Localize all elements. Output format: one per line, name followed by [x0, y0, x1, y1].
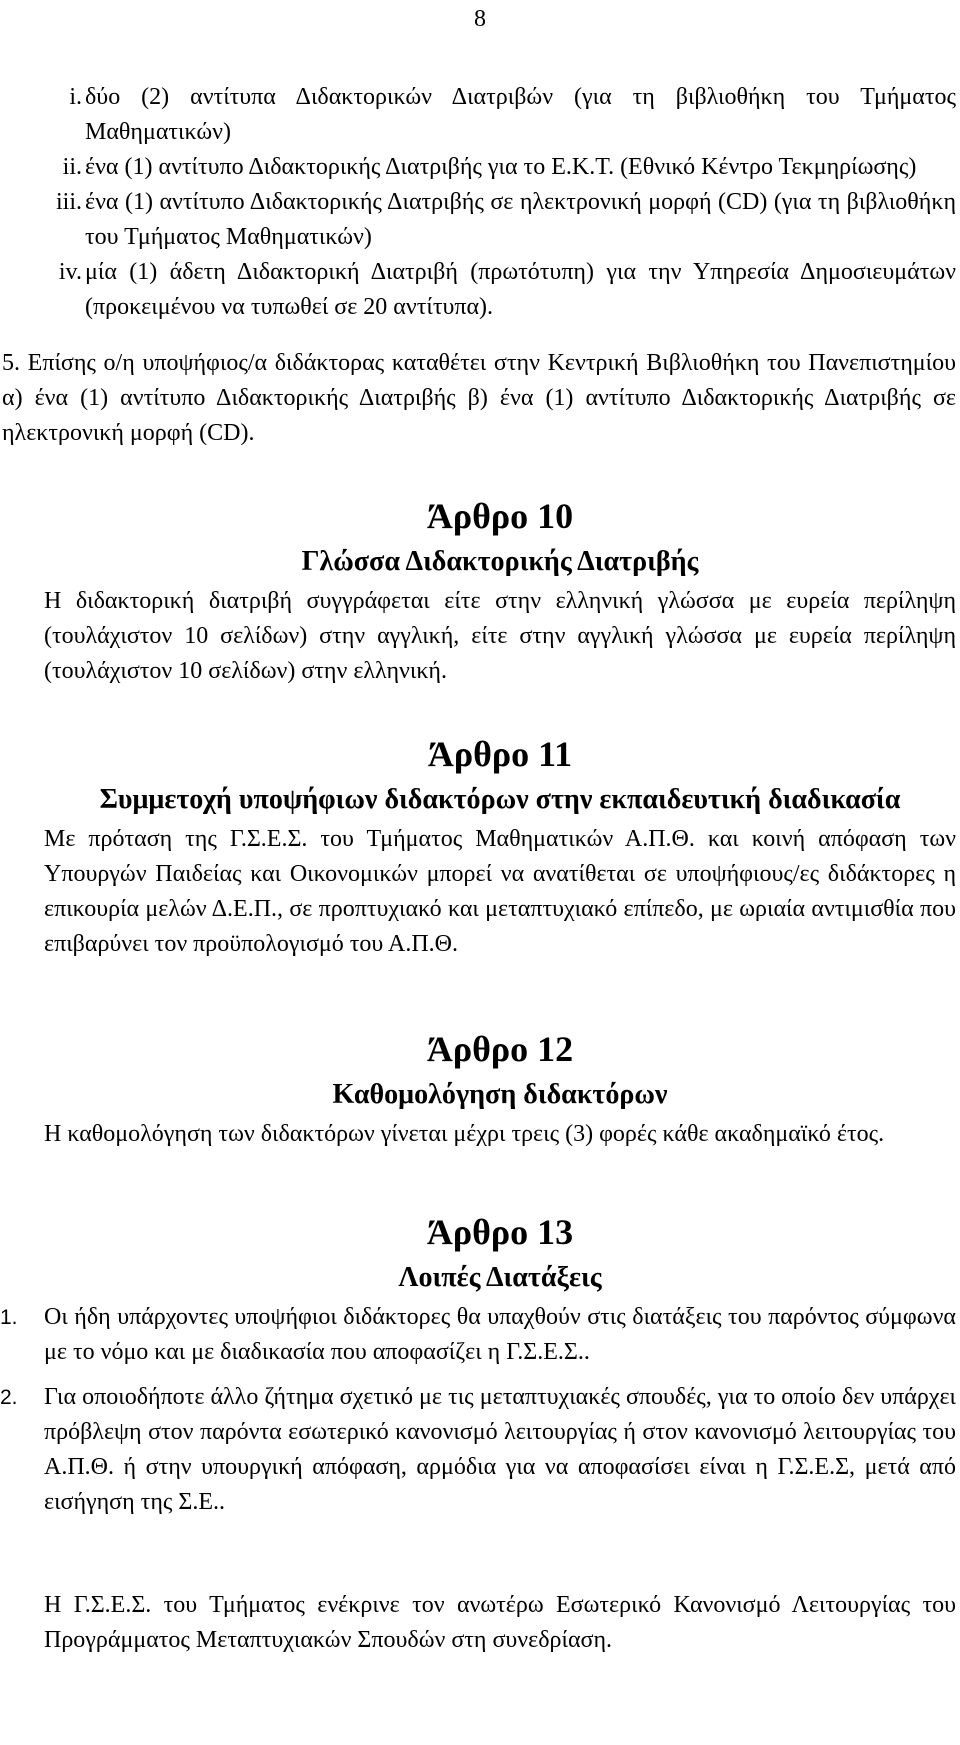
article-11-title: Συμμετοχή υποψήφιων διδακτόρων στην εκπαιδευτική διαδικασία [99, 784, 901, 815]
closing-statement: Η Γ.Σ.Ε.Σ. του Τμήματος ενέκρινε τον ανωτέρω Εσωτερικό Κανονισμό Λειτουργίας του Προγράμματος Μεταπτυχιακών Σπουδών στη συνεδρίαση. [44, 1592, 956, 1653]
list-marker: i. [69, 84, 82, 110]
list-item-text: ένα (1) αντίτυπο Διδακτορικής Διατριβής σε ηλεκτρονική μορφή (CD) (για τη βιβλιοθήκη του Τμήματος Μαθηματικών) [85, 189, 956, 250]
list-marker: 2. [0, 1386, 18, 1409]
list-item [44, 185, 956, 255]
article-12-title: Καθομολόγηση διδακτόρων [332, 1079, 668, 1110]
list-item [44, 150, 956, 185]
deposit-copies-list [44, 80, 956, 325]
list-item [0, 1380, 956, 1520]
list-item-text: ένα (1) αντίτυπο Διδακτορικής Διατριβής για το Ε.Κ.Τ. (Εθνικό Κέντρο Τεκμηρίωσης) [85, 154, 917, 180]
article-12-body: Η καθομολόγηση των διδακτόρων γίνεται μέχρι τρεις (3) φορές κάθε ακαδημαϊκό έτος. [44, 1121, 885, 1147]
article-13-number: Άρθρο 13 [426, 1212, 574, 1252]
paragraph-item-5: 5. Επίσης ο/η υποψήφιος/α διδάκτορας καταθέτει στην Κεντρική Βιβλιοθήκη του Πανεπιστημίου α) ένα (1) αντίτυπο Διδακτορικής Διατριβής β) ένα (1) αντίτυπο Διδακτορικής Διατριβής σε ηλεκτρονική μορφή (CD). [2, 350, 956, 446]
article-13-title: Λοιπές Διατάξεις [398, 1262, 602, 1293]
list-marker: iii. [55, 189, 82, 215]
article-10-number: Άρθρο 10 [426, 496, 574, 536]
list-item-text: μία (1) άδετη Διδακτορική Διατριβή (πρωτότυπη) για την Υπηρεσία Δημοσιευμάτων (προκειμένου να τυπωθεί σε 20 αντίτυπα). [85, 259, 956, 320]
article-11-number: Άρθρο 11 [427, 734, 573, 774]
document-body [0, 80, 956, 1658]
article-13-list [0, 1300, 956, 1520]
list-item-text: δύο (2) αντίτυπα Διδακτορικών Διατριβών (για τη βιβλιοθήκη του Τμήματος Μαθηματικών) [85, 84, 956, 145]
article-12-number: Άρθρο 12 [426, 1029, 574, 1069]
list-marker: 1. [0, 1306, 18, 1329]
page-number: 8 [474, 6, 486, 32]
list-item-text: Για οποιοδήποτε άλλο ζήτημα σχετικό με τις μεταπτυχιακές σπουδές, για το οποίο δεν υπάρχει πρόβλεψη στον παρόντα εσωτερικό κανονισμό λειτουργίας ή στον κανονισμό λειτουργίας του Α.Π.Θ. ή στην υπουργική απόφαση, αρμόδια για να αποφασίσει είναι η Γ.Σ.Ε.Σ, μετά από εισήγηση της Σ.Ε.. [44, 1384, 956, 1515]
list-item-text: Οι ήδη υπάρχοντες υποψήφιοι διδάκτορες θα υπαχθούν στις διατάξεις του παρόντος σύμφωνα με το νόμο και με διαδικασία που αποφασίζει η Γ.Σ.Ε.Σ.. [44, 1304, 956, 1365]
article-10-title: Γλώσσα Διδακτορικής Διατριβής [301, 546, 699, 577]
article-10-body: Η διδακτορική διατριβή συγγράφεται είτε στην ελληνική γλώσσα με ευρεία περίληψη (τουλάχιστον 10 σελίδων) στην αγγλική, είτε στην αγγλική γλώσσα με ευρεία περίληψη (τουλάχιστον 10 σελίδων) στην ελληνική. [44, 588, 956, 684]
list-item [44, 255, 956, 325]
list-marker: iv. [58, 259, 82, 285]
list-item [44, 80, 956, 150]
list-item [0, 1300, 956, 1370]
article-11-body: Με πρόταση της Γ.Σ.Ε.Σ. του Τμήματος Μαθηματικών Α.Π.Θ. και κοινή απόφαση των Υπουργών Παιδείας και Οικονομικών μπορεί να ανατίθεται σε υποψήφιους/ες διδάκτορες η επικουρία μελών Δ.Ε.Π., σε προπτυχιακό και μεταπτυχιακό επίπεδο, με ωριαία αντιμισθία που επιβαρύνει τον προϋπολογισμό του Α.Π.Θ. [44, 826, 956, 957]
list-marker: ii. [62, 154, 82, 180]
